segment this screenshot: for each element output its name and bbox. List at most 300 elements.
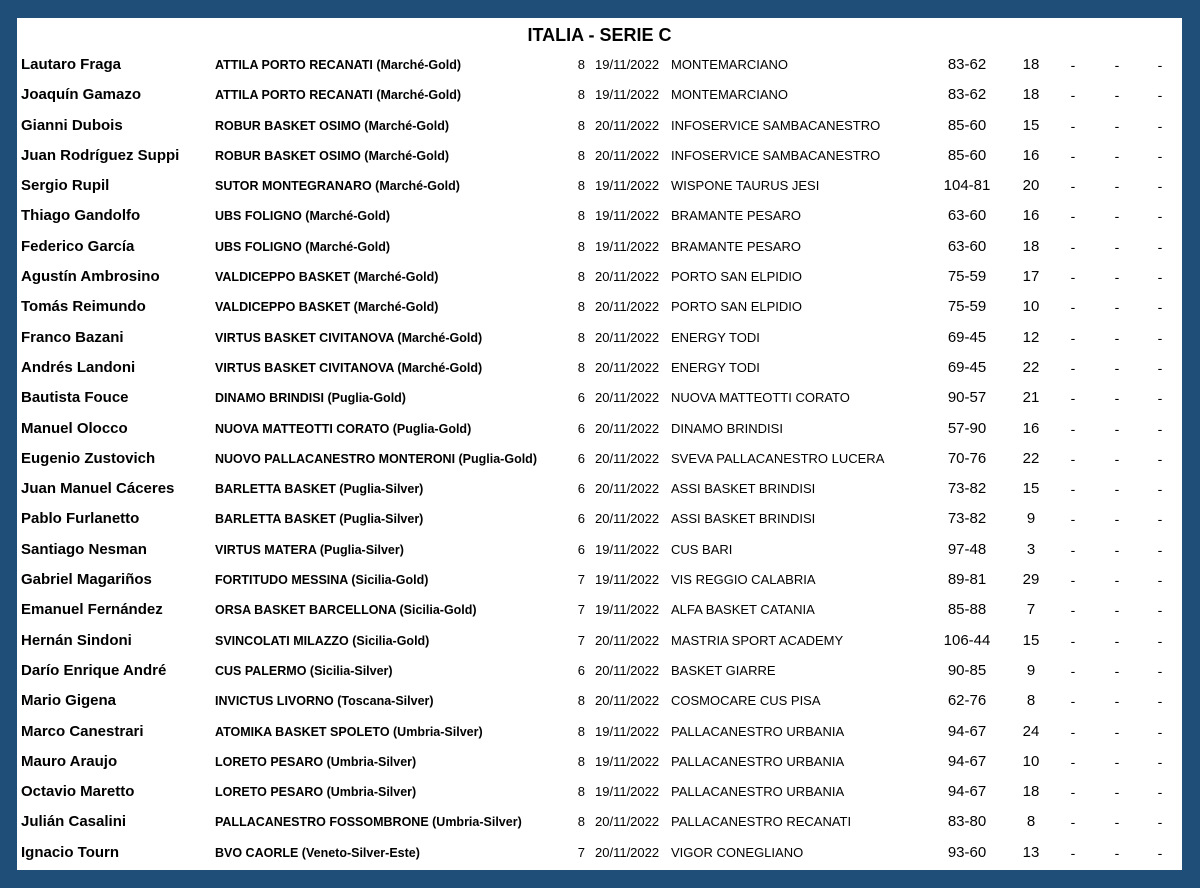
round-number: 8: [577, 87, 585, 103]
match-score: 69-45: [947, 328, 987, 346]
opponent-name: MASTRIA SPORT ACADEMY: [671, 632, 844, 648]
stat-cell-3: -: [1157, 57, 1163, 73]
stat-cell-2: -: [1114, 844, 1120, 861]
match-date: 20/11/2022: [595, 632, 660, 648]
table-row: [17, 565, 1182, 595]
stat-cell-1: -: [1070, 511, 1076, 528]
stat-cell-3: -: [1157, 238, 1163, 255]
player-name: Emanuel Fernández: [21, 601, 163, 619]
table-row: [17, 171, 1182, 201]
player-name: Octavio Maretto: [21, 783, 135, 801]
player-name: Franco Bazani: [21, 328, 124, 346]
team-name: ATOMIKA BASKET SPOLETO (Umbria-Silver): [215, 724, 483, 739]
table-row: [17, 232, 1182, 262]
table-row: [17, 656, 1182, 686]
player-name: Julián Casalini: [21, 813, 127, 831]
stat-cell-3: -: [1157, 662, 1163, 679]
player-name: Hernán Sindoni: [21, 631, 132, 649]
opponent-name: PALLACANESTRO RECANATI: [671, 814, 852, 830]
round-number: 6: [577, 541, 585, 557]
stat-cell-1: -: [1070, 723, 1076, 740]
stat-cell-1: -: [1070, 57, 1076, 73]
player-name: Gabriel Magariños: [21, 571, 152, 589]
round-number: 7: [577, 602, 585, 618]
table-row: [17, 626, 1182, 656]
stat-cell-3: -: [1157, 844, 1163, 861]
match-date: 20/11/2022: [595, 511, 660, 527]
stat-cell-2: -: [1114, 147, 1120, 164]
round-number: 6: [577, 662, 585, 678]
match-date: 19/11/2022: [595, 572, 660, 588]
player-points: 13: [1022, 843, 1040, 861]
round-number: 6: [577, 481, 585, 497]
match-score: 90-85: [947, 661, 987, 679]
round-number: 6: [577, 390, 585, 406]
player-points: 8: [1026, 692, 1036, 710]
match-score: 85-88: [947, 601, 987, 619]
stat-cell-1: -: [1070, 481, 1076, 498]
team-name: SVINCOLATI MILAZZO (Sicilia-Gold): [215, 633, 430, 648]
team-name: VIRTUS BASKET CIVITANOVA (Marché-Gold): [215, 330, 483, 345]
stat-cell-2: -: [1114, 87, 1120, 104]
stat-cell-3: -: [1157, 450, 1163, 467]
match-date: 20/11/2022: [595, 450, 660, 466]
player-points: 20: [1022, 177, 1040, 195]
round-number: 8: [577, 693, 585, 709]
team-name: PALLACANESTRO FOSSOMBRONE (Umbria-Silver): [215, 815, 522, 830]
match-score: 85-60: [947, 146, 987, 164]
stat-cell-2: -: [1114, 57, 1120, 73]
table-row: [17, 504, 1182, 534]
stat-cell-3: -: [1157, 693, 1163, 710]
player-points: 29: [1022, 571, 1040, 589]
player-name: Eugenio Zustovich: [21, 449, 156, 467]
table-row: [17, 535, 1182, 565]
round-number: 8: [577, 178, 585, 194]
team-name: ATTILA PORTO RECANATI (Marché-Gold): [215, 58, 462, 72]
table-row: [17, 383, 1182, 413]
player-points: 7: [1026, 601, 1036, 619]
team-name: BARLETTA BASKET (Puglia-Silver): [215, 482, 424, 497]
match-date: 20/11/2022: [595, 693, 660, 709]
stat-cell-3: -: [1157, 784, 1163, 801]
spreadsheet-sheet: [17, 18, 1182, 870]
player-points: 15: [1022, 116, 1040, 134]
player-name: Thiago Gandolfo: [21, 207, 141, 225]
round-number: 8: [577, 814, 585, 830]
opponent-name: ASSI BASKET BRINDISI: [671, 481, 816, 497]
match-score: 69-45: [947, 358, 987, 376]
match-date: 19/11/2022: [595, 87, 660, 103]
table-row: [17, 777, 1182, 807]
match-date: 19/11/2022: [595, 178, 660, 194]
team-name: SUTOR MONTEGRANARO (Marché-Gold): [215, 179, 460, 194]
opponent-name: BRAMANTE PESARO: [671, 208, 802, 224]
round-number: 8: [577, 147, 585, 163]
player-points: 15: [1022, 480, 1040, 498]
stat-cell-1: -: [1070, 117, 1076, 134]
team-name: CUS PALERMO (Sicilia-Silver): [215, 663, 393, 678]
player-name: Darío Enrique André: [21, 661, 167, 679]
table-row: [17, 262, 1182, 292]
stat-cell-3: -: [1157, 390, 1163, 407]
match-score: 75-59: [947, 268, 987, 286]
opponent-name: NUOVA MATTEOTTI CORATO: [671, 390, 850, 406]
match-score: 83-62: [947, 86, 987, 104]
opponent-name: PORTO SAN ELPIDIO: [671, 299, 803, 315]
opponent-name: SVEVA PALLACANESTRO LUCERA: [671, 450, 885, 466]
table-row: [17, 444, 1182, 474]
page-title: ITALIA - SERIE C: [527, 25, 672, 45]
player-name: Lautaro Fraga: [21, 56, 122, 73]
table-row: [17, 323, 1182, 353]
stat-cell-2: -: [1114, 481, 1120, 498]
stat-cell-2: -: [1114, 117, 1120, 134]
team-name: NUOVO PALLACANESTRO MONTERONI (Puglia-Gold): [215, 451, 537, 466]
opponent-name: INFOSERVICE SAMBACANESTRO: [671, 117, 881, 133]
player-points: 18: [1022, 56, 1040, 73]
round-number: 7: [577, 632, 585, 648]
stat-cell-3: -: [1157, 147, 1163, 164]
table-row: [17, 201, 1182, 231]
opponent-name: WISPONE TAURUS JESI: [671, 178, 820, 194]
stat-cell-3: -: [1157, 420, 1163, 437]
stat-cell-1: -: [1070, 814, 1076, 831]
stat-cell-1: -: [1070, 390, 1076, 407]
player-name: Marco Canestrari: [21, 722, 144, 740]
stat-cell-3: -: [1157, 178, 1163, 195]
table-row: [17, 747, 1182, 777]
stat-cell-1: -: [1070, 147, 1076, 164]
opponent-name: VIGOR CONEGLIANO: [671, 844, 804, 860]
table-row: [17, 111, 1182, 141]
table-row: [17, 595, 1182, 625]
match-score: 83-62: [947, 56, 987, 73]
player-name: Bautista Fouce: [21, 389, 129, 407]
stat-cell-2: -: [1114, 238, 1120, 255]
opponent-name: ASSI BASKET BRINDISI: [671, 511, 816, 527]
table-row: [17, 717, 1182, 747]
stat-cell-1: -: [1070, 178, 1076, 195]
player-points: 12: [1022, 328, 1040, 346]
stat-cell-1: -: [1070, 420, 1076, 437]
match-score: 63-60: [947, 207, 987, 225]
table-row: [17, 414, 1182, 444]
match-score: 104-81: [943, 177, 991, 195]
player-points: 24: [1022, 722, 1040, 740]
player-points: 16: [1022, 419, 1040, 437]
match-score: 106-44: [943, 631, 991, 649]
table-row: [17, 474, 1182, 504]
stat-cell-2: -: [1114, 420, 1120, 437]
match-date: 20/11/2022: [595, 420, 660, 436]
team-name: ORSA BASKET BARCELLONA (Sicilia-Gold): [215, 603, 477, 618]
match-score: 62-76: [947, 692, 987, 710]
table-row: [17, 807, 1182, 837]
stat-cell-2: -: [1114, 329, 1120, 346]
stat-cell-2: -: [1114, 693, 1120, 710]
match-date: 19/11/2022: [595, 723, 660, 739]
stat-cell-1: -: [1070, 844, 1076, 861]
round-number: 8: [577, 299, 585, 315]
stat-cell-2: -: [1114, 723, 1120, 740]
stat-cell-1: -: [1070, 299, 1076, 316]
opponent-name: BRAMANTE PESARO: [671, 238, 802, 254]
stat-cell-3: -: [1157, 299, 1163, 316]
stat-cell-2: -: [1114, 359, 1120, 376]
round-number: 8: [577, 57, 585, 72]
player-name: Mauro Araujo: [21, 752, 118, 770]
stat-cell-1: -: [1070, 632, 1076, 649]
team-name: VIRTUS MATERA (Puglia-Silver): [215, 542, 404, 557]
match-score: 94-67: [947, 752, 987, 770]
round-number: 8: [577, 784, 585, 800]
player-name: Pablo Furlanetto: [21, 510, 140, 528]
match-date: 20/11/2022: [595, 147, 660, 163]
team-name: ROBUR BASKET OSIMO (Marché-Gold): [215, 148, 450, 163]
match-date: 20/11/2022: [595, 662, 660, 678]
stat-cell-1: -: [1070, 450, 1076, 467]
stat-cell-3: -: [1157, 541, 1163, 558]
stat-cell-2: -: [1114, 269, 1120, 286]
stat-cell-2: -: [1114, 450, 1120, 467]
round-number: 8: [577, 329, 585, 345]
results-table: [17, 50, 1182, 868]
stat-cell-3: -: [1157, 602, 1163, 619]
match-date: 20/11/2022: [595, 814, 660, 830]
opponent-name: MONTEMARCIANO: [671, 57, 788, 72]
team-name: BVO CAORLE (Veneto-Silver-Este): [215, 845, 420, 860]
stat-cell-2: -: [1114, 753, 1120, 770]
match-score: 75-59: [947, 298, 987, 316]
player-points: 17: [1022, 268, 1040, 286]
stat-cell-3: -: [1157, 723, 1163, 740]
stat-cell-1: -: [1070, 87, 1076, 104]
round-number: 6: [577, 511, 585, 527]
stat-cell-1: -: [1070, 541, 1076, 558]
round-number: 7: [577, 572, 585, 588]
table-row: [17, 838, 1182, 868]
stat-cell-3: -: [1157, 87, 1163, 104]
match-date: 19/11/2022: [595, 602, 660, 618]
opponent-name: BASKET GIARRE: [671, 662, 776, 678]
match-date: 20/11/2022: [595, 329, 660, 345]
opponent-name: DINAMO BRINDISI: [671, 420, 783, 436]
stat-cell-1: -: [1070, 208, 1076, 225]
stat-cell-3: -: [1157, 208, 1163, 225]
player-name: Joaquín Gamazo: [21, 86, 142, 104]
stat-cell-3: -: [1157, 572, 1163, 589]
match-score: 97-48: [947, 540, 987, 558]
team-name: ATTILA PORTO RECANATI (Marché-Gold): [215, 88, 462, 103]
stat-cell-2: -: [1114, 814, 1120, 831]
player-name: Andrés Landoni: [21, 358, 136, 376]
opponent-name: PALLACANESTRO URBANIA: [671, 753, 845, 769]
team-name: UBS FOLIGNO (Marché-Gold): [215, 209, 390, 224]
stat-cell-2: -: [1114, 541, 1120, 558]
stat-cell-2: -: [1114, 178, 1120, 195]
match-score: 93-60: [947, 843, 987, 861]
opponent-name: PALLACANESTRO URBANIA: [671, 784, 845, 800]
match-date: 19/11/2022: [595, 541, 660, 557]
stat-cell-2: -: [1114, 784, 1120, 801]
stat-cell-3: -: [1157, 481, 1163, 498]
opponent-name: PALLACANESTRO URBANIA: [671, 723, 845, 739]
player-points: 22: [1022, 449, 1040, 467]
opponent-name: ALFA BASKET CATANIA: [671, 602, 815, 618]
match-date: 20/11/2022: [595, 481, 660, 497]
match-date: 20/11/2022: [595, 269, 660, 285]
opponent-name: INFOSERVICE SAMBACANESTRO: [671, 147, 881, 163]
table-row: [17, 80, 1182, 110]
match-score: 57-90: [947, 419, 987, 437]
team-name: ROBUR BASKET OSIMO (Marché-Gold): [215, 118, 450, 133]
team-name: LORETO PESARO (Umbria-Silver): [215, 754, 417, 769]
round-number: 8: [577, 238, 585, 254]
stat-cell-2: -: [1114, 511, 1120, 528]
round-number: 6: [577, 450, 585, 466]
team-name: UBS FOLIGNO (Marché-Gold): [215, 239, 390, 254]
stat-cell-2: -: [1114, 602, 1120, 619]
match-score: 94-67: [947, 783, 987, 801]
match-date: 19/11/2022: [595, 784, 660, 800]
stat-cell-2: -: [1114, 632, 1120, 649]
player-points: 9: [1026, 510, 1036, 528]
team-name: INVICTUS LIVORNO (Toscana-Silver): [215, 694, 434, 709]
round-number: 8: [577, 359, 585, 375]
opponent-name: ENERGY TODI: [671, 329, 760, 345]
match-date: 20/11/2022: [595, 390, 660, 406]
round-number: 6: [577, 420, 585, 436]
stat-cell-1: -: [1070, 238, 1076, 255]
opponent-name: COSMOCARE CUS PISA: [671, 693, 821, 709]
match-date: 19/11/2022: [595, 753, 660, 769]
team-name: DINAMO BRINDISI (Puglia-Gold): [215, 391, 406, 406]
stat-cell-3: -: [1157, 329, 1163, 346]
stat-cell-3: -: [1157, 117, 1163, 134]
team-name: VIRTUS BASKET CIVITANOVA (Marché-Gold): [215, 360, 483, 375]
player-points: 15: [1022, 631, 1040, 649]
stat-cell-3: -: [1157, 269, 1163, 286]
team-name: LORETO PESARO (Umbria-Silver): [215, 785, 417, 800]
opponent-name: VIS REGGIO CALABRIA: [671, 572, 816, 588]
player-points: 18: [1022, 783, 1040, 801]
player-points: 16: [1022, 146, 1040, 164]
player-name: Santiago Nesman: [21, 540, 147, 558]
opponent-name: MONTEMARCIANO: [671, 87, 788, 103]
match-score: 70-76: [947, 449, 987, 467]
team-name: BARLETTA BASKET (Puglia-Silver): [215, 512, 424, 527]
player-name: Manuel Olocco: [21, 419, 128, 437]
match-score: 73-82: [947, 480, 987, 498]
opponent-name: CUS BARI: [671, 541, 733, 557]
table-row: [17, 141, 1182, 171]
match-score: 89-81: [947, 571, 987, 589]
stat-cell-3: -: [1157, 753, 1163, 770]
player-name: Federico García: [21, 237, 135, 255]
player-name: Sergio Rupil: [21, 177, 110, 195]
match-date: 19/11/2022: [595, 238, 660, 254]
player-points: 22: [1022, 358, 1040, 376]
player-name: Mario Gigena: [21, 692, 117, 710]
player-name: Juan Manuel Cáceres: [21, 480, 175, 498]
team-name: VALDICEPPO BASKET (Marché-Gold): [215, 300, 439, 315]
round-number: 8: [577, 753, 585, 769]
player-points: 16: [1022, 207, 1040, 225]
stat-cell-2: -: [1114, 208, 1120, 225]
match-date: 20/11/2022: [595, 359, 660, 375]
match-date: 20/11/2022: [595, 117, 660, 133]
match-date: 20/11/2022: [595, 299, 660, 315]
stat-cell-1: -: [1070, 359, 1076, 376]
team-name: VALDICEPPO BASKET (Marché-Gold): [215, 270, 439, 285]
match-date: 20/11/2022: [595, 844, 660, 860]
stat-cell-3: -: [1157, 359, 1163, 376]
stat-cell-2: -: [1114, 662, 1120, 679]
stat-cell-1: -: [1070, 602, 1076, 619]
stat-cell-1: -: [1070, 572, 1076, 589]
player-points: 8: [1026, 813, 1036, 831]
stat-cell-3: -: [1157, 511, 1163, 528]
player-points: 10: [1022, 298, 1040, 316]
stat-cell-2: -: [1114, 299, 1120, 316]
player-points: 18: [1022, 237, 1040, 255]
player-name: Gianni Dubois: [21, 116, 123, 134]
stat-cell-2: -: [1114, 572, 1120, 589]
match-date: 19/11/2022: [595, 57, 660, 72]
team-name: FORTITUDO MESSINA (Sicilia-Gold): [215, 573, 429, 588]
stat-cell-2: -: [1114, 390, 1120, 407]
player-points: 3: [1026, 540, 1036, 558]
round-number: 8: [577, 117, 585, 133]
stat-cell-3: -: [1157, 632, 1163, 649]
player-points: 21: [1022, 389, 1040, 407]
stat-cell-1: -: [1070, 269, 1076, 286]
stat-cell-1: -: [1070, 784, 1076, 801]
match-score: 63-60: [947, 237, 987, 255]
opponent-name: PORTO SAN ELPIDIO: [671, 269, 803, 285]
player-points: 9: [1026, 661, 1036, 679]
round-number: 7: [577, 844, 585, 860]
table-row: [17, 353, 1182, 383]
team-name: NUOVA MATTEOTTI CORATO (Puglia-Gold): [215, 421, 472, 436]
player-name: Agustín Ambrosino: [21, 268, 160, 286]
opponent-name: ENERGY TODI: [671, 359, 760, 375]
table-row: [17, 292, 1182, 322]
player-points: 18: [1022, 86, 1040, 104]
match-score: 73-82: [947, 510, 987, 528]
round-number: 8: [577, 723, 585, 739]
round-number: 8: [577, 269, 585, 285]
stat-cell-1: -: [1070, 662, 1076, 679]
table-row: [17, 686, 1182, 716]
match-date: 19/11/2022: [595, 208, 660, 224]
player-name: Ignacio Tourn: [21, 843, 120, 861]
match-score: 90-57: [947, 389, 987, 407]
table-row: [17, 50, 1182, 80]
player-name: Tomás Reimundo: [21, 298, 146, 316]
match-score: 94-67: [947, 722, 987, 740]
stat-cell-1: -: [1070, 329, 1076, 346]
player-points: 10: [1022, 752, 1040, 770]
match-score: 83-80: [947, 813, 987, 831]
stat-cell-3: -: [1157, 814, 1163, 831]
player-name: Juan Rodríguez Suppi: [21, 146, 180, 164]
stat-cell-1: -: [1070, 693, 1076, 710]
round-number: 8: [577, 208, 585, 224]
match-score: 85-60: [947, 116, 987, 134]
stat-cell-1: -: [1070, 753, 1076, 770]
